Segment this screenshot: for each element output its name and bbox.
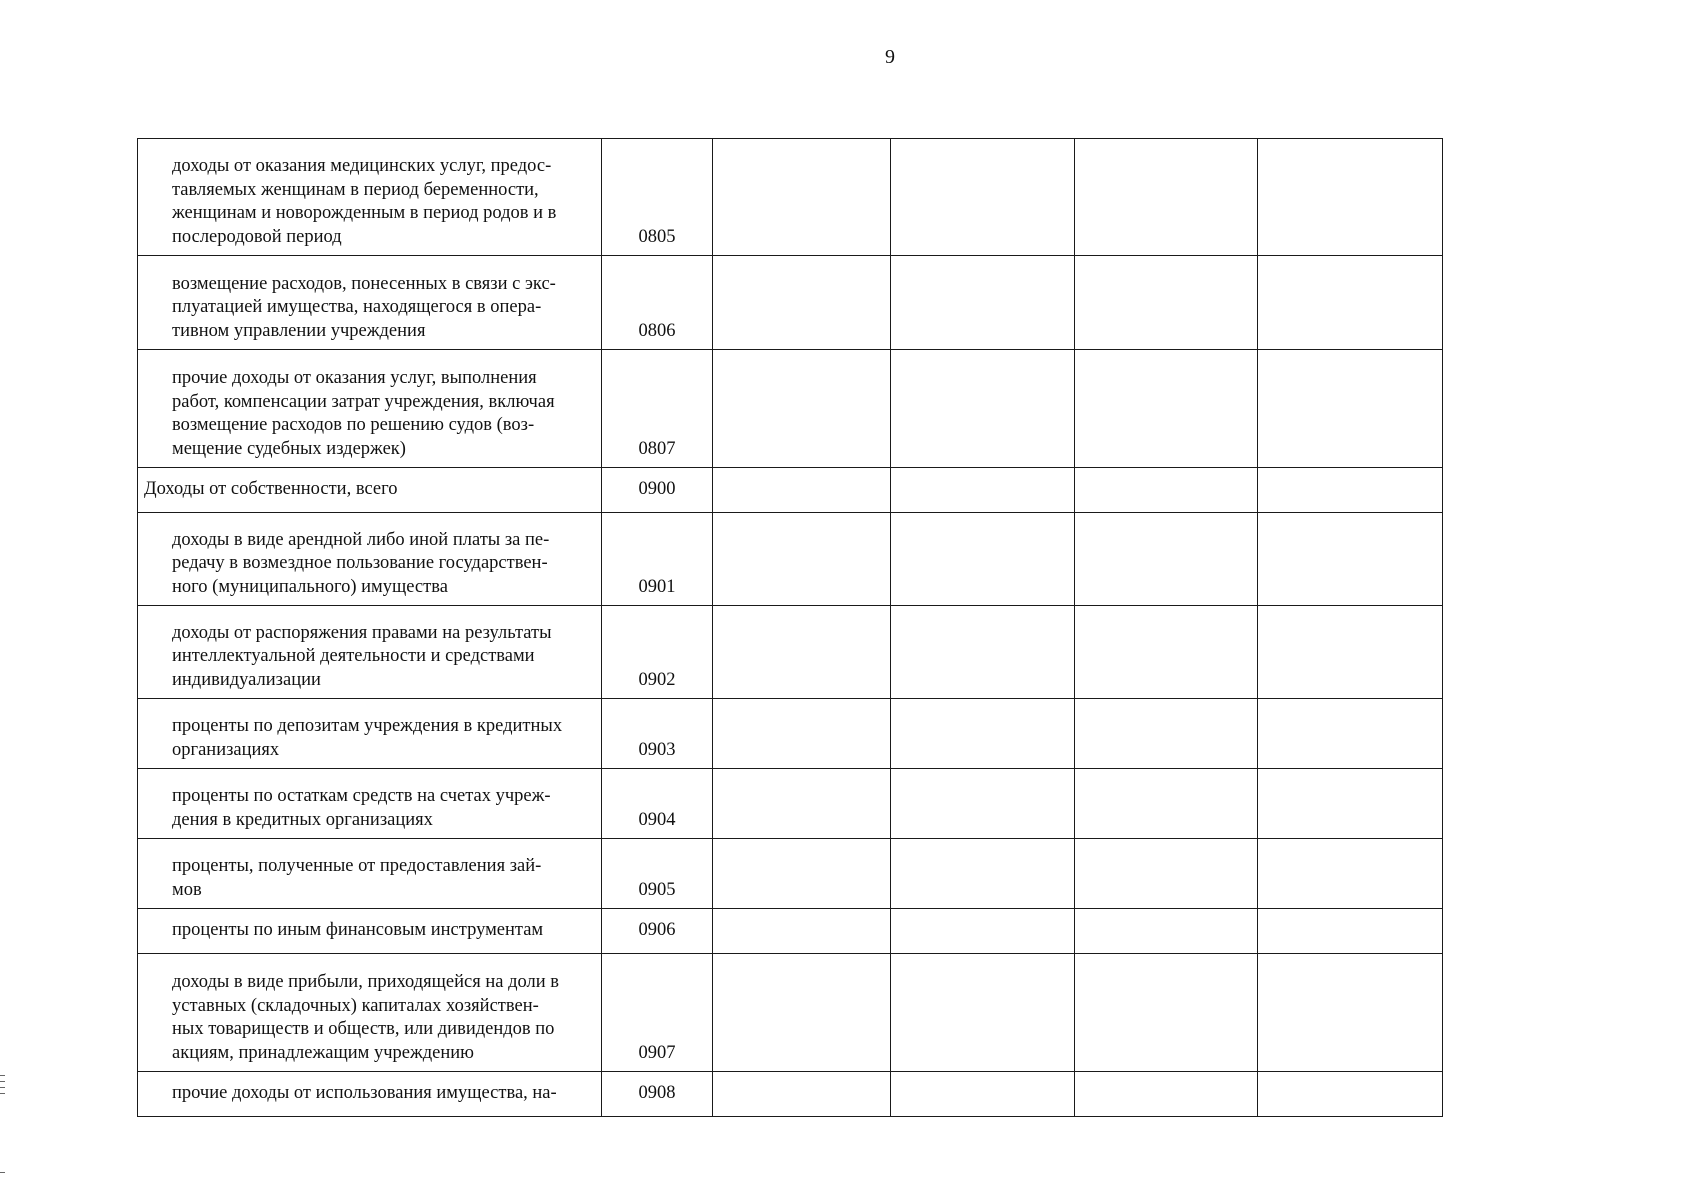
description-line: доходы в виде арендной либо иной платы за пе- (172, 529, 550, 550)
row-code: 0902 (602, 606, 713, 699)
value-cell (891, 350, 1075, 468)
row-description (138, 699, 602, 769)
value-cell (1075, 468, 1258, 513)
description-line: индивидуализации (172, 669, 321, 690)
description-line: проценты по депозитам учреждения в кредитных (172, 716, 563, 736)
value-cell (1258, 1072, 1443, 1117)
description-line: тавляемых женщинам в период беременности, (172, 179, 539, 200)
value-cell (1075, 699, 1258, 769)
value-cell (1258, 606, 1443, 699)
row-code: 0901 (602, 513, 713, 606)
description-line: тивном управлении учреждения (172, 320, 426, 341)
value-cell (1258, 350, 1443, 468)
value-cell (891, 1072, 1075, 1117)
description-line: женщинам и новорожденным в период родов и в (172, 203, 557, 223)
scan-edge-mark (0, 1075, 5, 1076)
value-cell (1258, 468, 1443, 513)
description-line: доходы от оказания медицинских услуг, предос- (172, 156, 552, 176)
value-cell (891, 769, 1075, 839)
description-line: акциям, принадлежащим учреждению (172, 1042, 474, 1063)
row-description (138, 1072, 602, 1117)
description-line: редачу в возмездное пользование государствен- (172, 553, 548, 573)
value-cell (891, 256, 1075, 350)
table-body (138, 139, 1443, 1117)
row-code: 0900 (602, 468, 713, 513)
description-line: возмещение расходов, понесенных в связи с экс- (172, 273, 556, 294)
value-cell (891, 513, 1075, 606)
value-cell (1258, 699, 1443, 769)
table-row (138, 350, 1443, 468)
table-row (138, 839, 1443, 909)
value-cell (1075, 606, 1258, 699)
value-cell (713, 606, 891, 699)
value-cell (891, 839, 1075, 909)
row-code: 0907 (602, 954, 713, 1072)
description-line: Доходы от собственности, всего (144, 479, 398, 500)
description-line: доходы от распоряжения правами на результаты (172, 622, 552, 643)
value-cell (1075, 1072, 1258, 1117)
value-cell (713, 350, 891, 468)
description-line: интеллектуальной деятельности и средствами (172, 646, 535, 666)
row-code: 0903 (602, 699, 713, 769)
value-cell (1258, 954, 1443, 1072)
description-line: проценты, полученные от предоставления зай- (172, 856, 542, 876)
value-cell (713, 699, 891, 769)
value-cell (891, 606, 1075, 699)
description-line: послеродовой период (172, 226, 342, 247)
table-row (138, 513, 1443, 606)
value-cell (713, 909, 891, 954)
description-line: дения в кредитных организациях (172, 809, 433, 830)
description-line: мов (172, 879, 202, 900)
table-row (138, 954, 1443, 1072)
value-cell (713, 513, 891, 606)
value-cell (713, 139, 891, 256)
table-row (138, 139, 1443, 256)
description-line: прочие доходы от использования имущества, на- (172, 1083, 557, 1104)
description-line: организациях (172, 739, 280, 760)
description-line: ного (муниципального) имущества (172, 576, 448, 597)
scan-edge-mark (0, 1172, 5, 1173)
row-code: 0807 (602, 350, 713, 468)
value-cell (1258, 839, 1443, 909)
row-code: 0908 (602, 1072, 713, 1117)
page-number: 9 (885, 46, 895, 68)
value-cell (713, 839, 891, 909)
description-line: плуатацией имущества, находящегося в опера- (172, 297, 542, 317)
row-description (138, 139, 602, 256)
table-row (138, 769, 1443, 839)
value-cell (1075, 256, 1258, 350)
value-cell (1258, 139, 1443, 256)
table-row (138, 699, 1443, 769)
description-line: работ, компенсации затрат учреждения, включая (172, 391, 555, 412)
table-row (138, 256, 1443, 350)
description-line: ных товариществ и обществ, или дивидендов по (172, 1019, 555, 1039)
row-description (138, 606, 602, 699)
row-description (138, 954, 602, 1072)
value-cell (713, 954, 891, 1072)
row-code: 0905 (602, 839, 713, 909)
value-cell (1258, 513, 1443, 606)
value-cell (713, 468, 891, 513)
value-cell (1075, 909, 1258, 954)
description-line: прочие доходы от оказания услуг, выполнения (172, 368, 537, 388)
value-cell (1075, 513, 1258, 606)
row-description (138, 909, 602, 954)
row-description (138, 256, 602, 350)
description-line: проценты по остаткам средств на счетах учреж- (172, 786, 551, 806)
value-cell (1075, 954, 1258, 1072)
value-cell (1258, 769, 1443, 839)
value-cell (1075, 139, 1258, 256)
description-line: уставных (складочных) капиталах хозяйствен- (172, 995, 539, 1016)
income-table (137, 138, 1443, 1117)
scan-edge-mark (0, 1093, 5, 1094)
row-description (138, 513, 602, 606)
row-code: 0806 (602, 256, 713, 350)
row-code: 0906 (602, 909, 713, 954)
value-cell (891, 468, 1075, 513)
description-line: проценты по иным финансовым инструментам (172, 920, 544, 941)
row-description (138, 350, 602, 468)
value-cell (891, 699, 1075, 769)
value-cell (713, 1072, 891, 1117)
row-description (138, 769, 602, 839)
value-cell (1258, 256, 1443, 350)
value-cell (891, 909, 1075, 954)
row-code: 0904 (602, 769, 713, 839)
row-description (138, 839, 602, 909)
table-row (138, 1072, 1443, 1117)
scan-edge-mark (0, 1081, 5, 1082)
description-line: возмещение расходов по решению судов (воз- (172, 415, 535, 435)
value-cell (891, 139, 1075, 256)
value-cell (713, 769, 891, 839)
value-cell (713, 256, 891, 350)
value-cell (1075, 769, 1258, 839)
table-row (138, 909, 1443, 954)
scan-edge-mark (0, 1087, 5, 1088)
description-line: доходы в виде прибыли, приходящейся на доли в (172, 972, 560, 992)
row-code: 0805 (602, 139, 713, 256)
value-cell (1075, 839, 1258, 909)
value-cell (1258, 909, 1443, 954)
table-row (138, 468, 1443, 513)
value-cell (891, 954, 1075, 1072)
value-cell (1075, 350, 1258, 468)
table-row (138, 606, 1443, 699)
row-description (138, 468, 602, 513)
description-line: мещение судебных издержек) (172, 438, 406, 459)
